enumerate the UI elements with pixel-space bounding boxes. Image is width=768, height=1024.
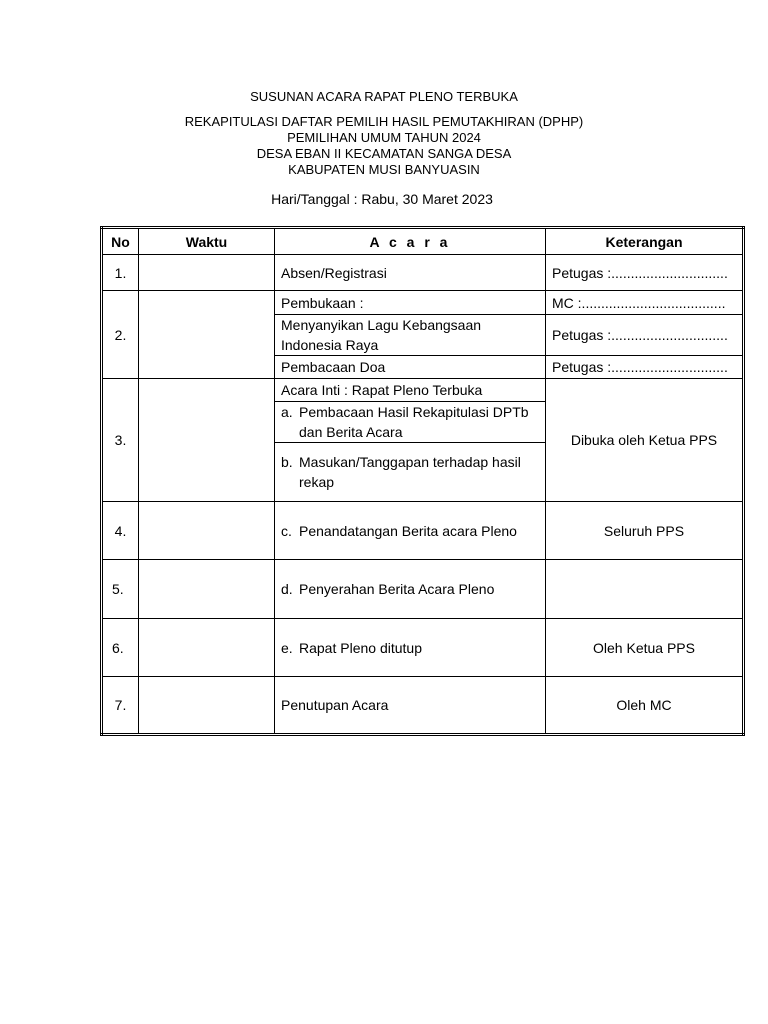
- agenda-activity-cell: [275, 291, 546, 315]
- activity-text: Pembacaan Doa: [281, 359, 386, 375]
- column-header-waktu: Waktu: [139, 228, 275, 255]
- table-row: [102, 619, 744, 677]
- time-cell: [139, 619, 275, 677]
- agenda-activity-cell: [275, 356, 546, 379]
- column-header-keterangan: Keterangan: [546, 228, 744, 255]
- agenda-body: [102, 255, 744, 735]
- table-row: [102, 379, 744, 402]
- agenda-item: [281, 521, 539, 541]
- note-cell: Petugas :..............................: [546, 315, 744, 356]
- item-text: Pembacaan Hasil Rekapitulasi DPTb dan Berita Acara: [299, 404, 529, 440]
- time-cell: [139, 255, 275, 291]
- note-cell: Dibuka oleh Ketua PPS: [546, 379, 744, 502]
- column-header-no: No: [102, 228, 139, 255]
- note-cell: Oleh Ketua PPS: [546, 619, 744, 677]
- agenda-activity-cell: [275, 560, 546, 619]
- agenda-activity-cell: [275, 443, 546, 502]
- time-cell: [139, 560, 275, 619]
- row-number-cell: 7.: [102, 677, 139, 735]
- item-letter: c.: [281, 522, 292, 539]
- subtitle-line: KABUPATEN MUSI BANYUASIN: [288, 162, 480, 177]
- event-date: Hari/Tanggal : Rabu, 30 Maret 2023: [271, 191, 493, 207]
- note-cell: [546, 560, 744, 619]
- item-text: Masukan/Tanggapan terhadap hasil rekap: [299, 454, 521, 490]
- subtitle-line: DESA EBAN II KECAMATAN SANGA DESA: [256, 146, 512, 161]
- row-number-cell: 3.: [102, 379, 139, 502]
- item-letter: a.: [281, 404, 293, 420]
- table-row: [102, 255, 744, 291]
- agenda-item: [281, 452, 539, 492]
- item-letter: e.: [281, 639, 293, 656]
- time-cell: [139, 502, 275, 560]
- table-header-row: [102, 228, 744, 255]
- document-title: SUSUNAN ACARA RAPAT PLENO TERBUKA: [250, 89, 518, 104]
- note-cell: Seluruh PPS: [546, 502, 744, 560]
- subtitle-line: REKAPITULASI DAFTAR PEMILIH HASIL PEMUTAKHIRAN (DPHP): [184, 114, 584, 129]
- note-cell: Petugas :..............................: [546, 356, 744, 379]
- row-number-cell: 5.: [102, 560, 139, 619]
- row-number-cell: 1.: [102, 255, 139, 291]
- activity-text: Acara Inti : Rapat Pleno Terbuka: [281, 382, 483, 398]
- subtitle-line: PEMILIHAN UMUM TAHUN 2024: [287, 130, 481, 145]
- item-letter: b.: [281, 454, 293, 470]
- activity-text: Penutupan Acara: [281, 697, 389, 713]
- column-header-acara: A c a r a: [275, 228, 546, 255]
- time-cell: [139, 291, 275, 379]
- agenda-item: [281, 638, 539, 658]
- item-letter: d.: [281, 581, 293, 597]
- document-subtitle: [100, 114, 668, 178]
- note-cell: MC :.....................................: [546, 291, 744, 315]
- row-number-cell: 4.: [102, 502, 139, 560]
- agenda-activity-cell: [275, 315, 546, 356]
- activity-text: Menyanyikan Lagu Kebangsaan Indonesia Raya: [281, 317, 482, 353]
- agenda-activity-cell: [275, 402, 546, 443]
- agenda-activity-cell: [275, 379, 546, 402]
- row-number-cell: 6.: [102, 619, 139, 677]
- activity-text: Pembukaan :: [281, 294, 364, 311]
- agenda-activity-cell: [275, 619, 546, 677]
- agenda-table: [100, 226, 745, 736]
- table-row: [102, 560, 744, 619]
- note-cell: Petugas :..............................: [546, 255, 744, 291]
- item-text: Penyerahan Berita Acara Pleno: [299, 581, 495, 597]
- agenda-item: [281, 402, 539, 442]
- time-cell: [139, 677, 275, 735]
- item-text: Penandatangan Berita acara Pleno: [299, 522, 517, 539]
- item-text: Rapat Pleno ditutup: [299, 639, 422, 656]
- agenda-activity-cell: [275, 255, 546, 291]
- time-cell: [139, 379, 275, 502]
- table-row: [102, 677, 744, 735]
- activity-text: Absen/Registrasi: [281, 264, 387, 281]
- agenda-item: [281, 579, 539, 599]
- note-cell: Oleh MC: [546, 677, 744, 735]
- table-row: [102, 502, 744, 560]
- agenda-activity-cell: [275, 677, 546, 735]
- row-number-cell: 2.: [102, 291, 139, 379]
- table-row: [102, 291, 744, 315]
- agenda-activity-cell: [275, 502, 546, 560]
